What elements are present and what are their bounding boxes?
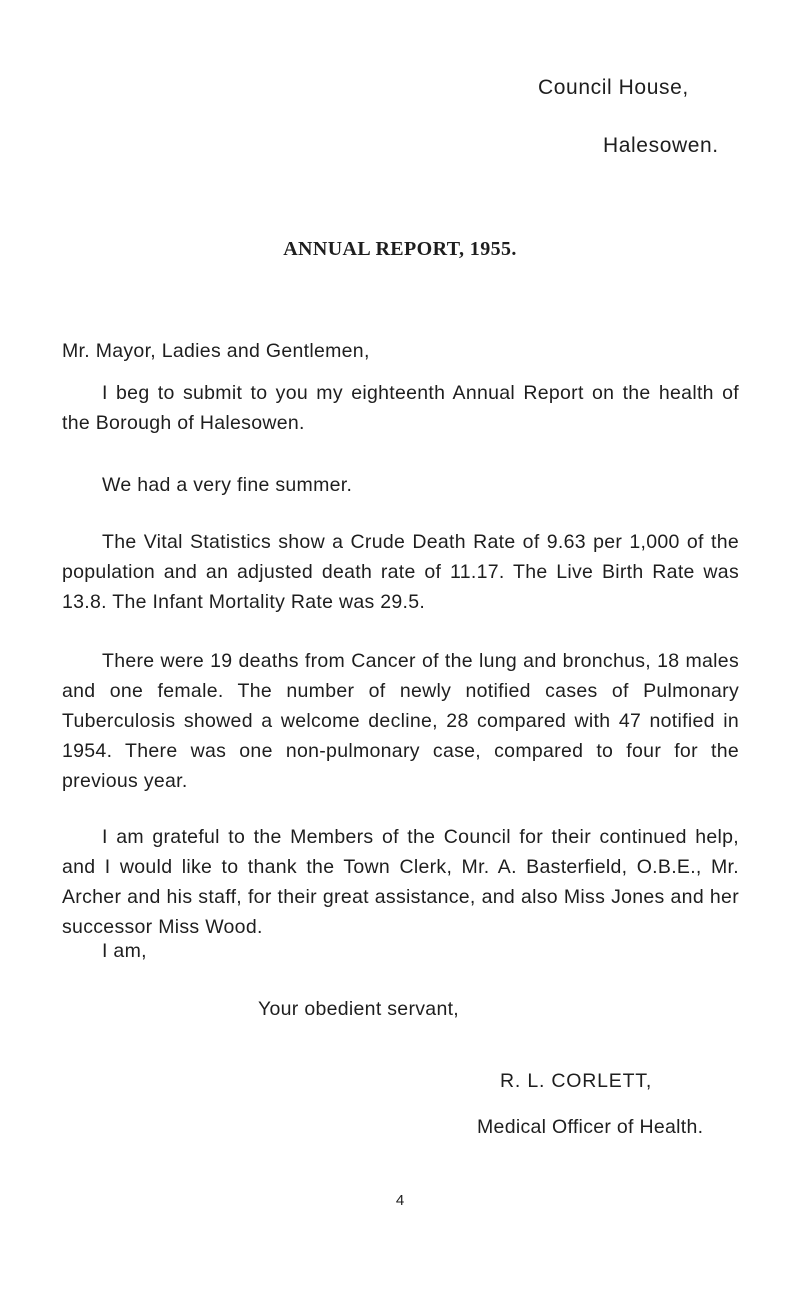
signatory-name: R. L. CORLETT, <box>500 1070 653 1092</box>
address-line-halesowen: Halesowen. <box>603 134 719 157</box>
paragraph-submission: I beg to submit to you my eighteenth Annual Report on the health of the Borough of Halesowen. <box>62 382 739 434</box>
paragraph-cancer-tuberculosis: There were 19 deaths from Cancer of the lung and bronchus, 18 males and one female. The number of newly notified cases of Pulmonary Tuberculosis showed a welcome decline, 28 compared with 47 notified in 1954. There was one non-pulmonary case, compared to four for the previous year. <box>62 650 739 792</box>
salutation: Mr. Mayor, Ladies and Gentlemen, <box>62 340 370 362</box>
signatory-title: Medical Officer of Health. <box>477 1116 704 1138</box>
paragraph-summer: We had a very fine summer. <box>102 474 353 496</box>
closing-i-am: I am, <box>102 940 147 962</box>
address-line-council-house: Council House, <box>538 76 689 99</box>
paragraph-vital-statistics: The Vital Statistics show a Crude Death Rate of 9.63 per 1,000 of the population and an adjusted death rate of 11.17. The Live Birth Rate was 13.8. The Infant Mortality Rate was 29.5. <box>62 531 739 613</box>
paragraph-acknowledgements: I am grateful to the Members of the Council for their continued help, and I would like to thank the Town Clerk, Mr. A. Basterfield, O.B.E., Mr. Archer and his staff, for their great assistance, and also Miss Jones and her successor Miss Wood. <box>62 826 739 938</box>
report-title: ANNUAL REPORT, 1955. <box>283 238 517 260</box>
page-number: 4 <box>395 1192 405 1209</box>
closing-obedient-servant: Your obedient servant, <box>258 998 460 1020</box>
